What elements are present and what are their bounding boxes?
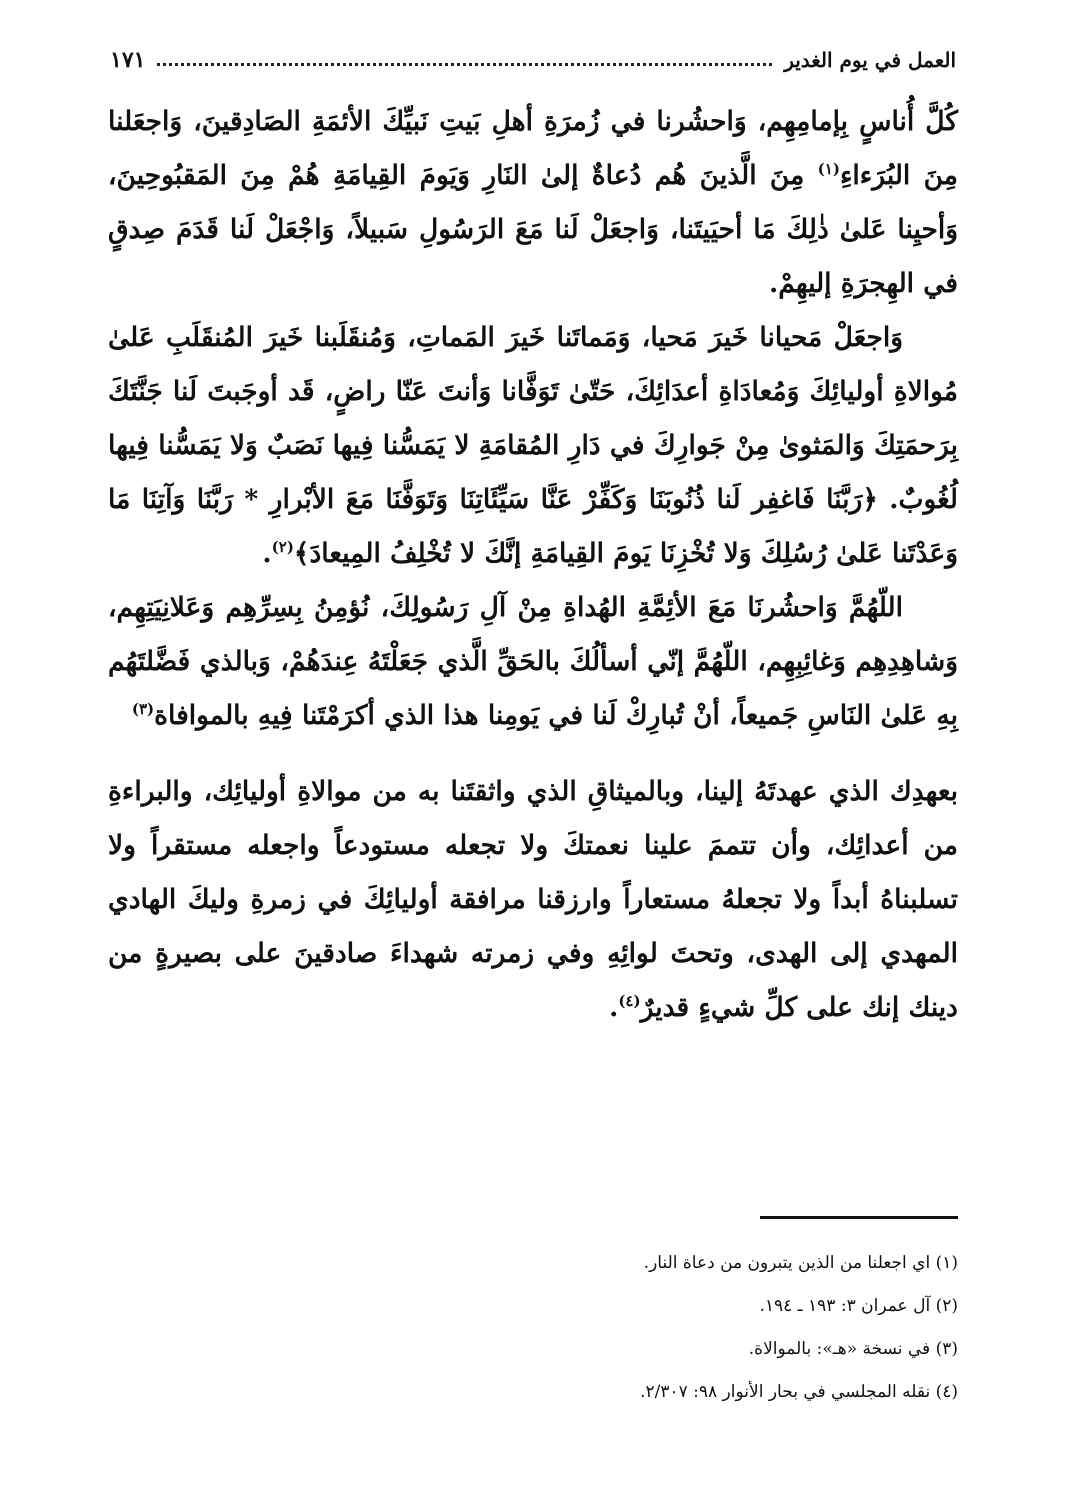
main-text — [108, 95, 958, 1035]
paragraph-1: كُلَّ أُناسٍ بِإمامِهِم، وَاحشُرنا في زُمرَةِ أهلِ بَيتِ نَبيِّكَ الأئمَةِ الصَادِقينَ، وَاجعَلنا مِنَ البُرَءاءِ$^{(١)}$ مِنَ الَّذينَ هُم دُعاةٌ إلىٰ النَارِ وَيَومَ القِيامَةِ هُمْ مِنَ المَقبُوحِينَ، وَأحيِنا عَلىٰ ذٰلِكَ مَا أحيَيتَنا، وَاجعَلْ لَنا مَعَ الرَسُولِ سَبيلاً، وَاجْعَلْ لَنا قَدَمَ صِدقٍ في الهِجرَةِ إليهِمْ. — [108, 106, 958, 299]
paragraph-4: بعهدِك الذي عهدتَهُ إلينا، وبالميثاقِ الذي واثقتَنا به من موالاةِ أوليائِك، والبراءةِ من أعدائِك، وأن تتممَ علينا نعمتكَ ولا تجعله مستودعاً واجعله مستقراً ولا تسلبناهُ أبداً ولا تجعلهُ مستعاراً وارزقنا مرافقة أوليائِكَ في زمرةِ وليكَ الهادي المهدي إلى الهدى، وتحتَ لوائِهِ وفي زمرته شهداءَ صادقينَ على بصيرةٍ من دينك إنك على كلِّ شيءٍ قديرٌ$^{(٤)}$. — [108, 776, 958, 1023]
footnote-separator — [760, 1216, 958, 1219]
paragraph-2: وَاجعَلْ مَحيانا خَيرَ مَحيا، وَمَماتَنا خَيرَ المَماتِ، وَمُنقَلَبنا خَيرَ المُنقَلَبِ عَلىٰ مُوالاةِ أوليائِكَ وَمُعادَاةِ أعدَائِكَ، حَتّىٰ تَوَفَّانا وَأنتَ عَنّا راضٍ، قَد أوجَبتَ لَنا جَنَّتَكَ بِرَحمَتِكَ وَالمَثوىٰ مِنْ جَوارِكَ في دَارِ المُقامَةِ لا يَمَسُّنا فِيها نَصَبٌ وَلا يَمَسُّنا فِيها لُغُوبٌ. ﴿رَبَّنَا فَاغفِر لَنا ذُنُوبَنَا وَكَفِّرْ عَنَّا سَيِّئَاتِنَا وَتَوَفَّنَا مَعَ الأبْرارِ * رَبَّنَا وَآتِنَا مَا وَعَدْتَنا عَلىٰ رُسُلِكَ وَلا تُخْزِنَا يَومَ القِيامَةِ إنَّكَ لا تُخْلِفُ المِيعادَ﴾$^{(٢)}$. — [108, 322, 958, 569]
page-number: ١٧١ — [110, 47, 146, 73]
footnote-1: (١) اي اجعلنا من الذين يتبرون من دعاة النار. — [643, 1253, 958, 1273]
footnote-ref-4: (٤) — [618, 992, 641, 1011]
footnote-2: (٢) آل عمران ٣: ١٩٣ ـ ١٩٤. — [759, 1296, 958, 1316]
dot-leader — [157, 63, 772, 66]
running-title: العمل في يوم الغدير — [784, 48, 956, 72]
footnote-ref-2: (٢) — [271, 538, 294, 557]
running-header — [110, 40, 956, 80]
footnote-3: (٣) في نسخة «هـ»: بالموالاة. — [748, 1339, 958, 1359]
footnote-4: (٤) نقله المجلسي في بحار الأنوار ٩٨: ٢/٣٠٧. — [640, 1382, 958, 1402]
footnote-ref-1: (١) — [817, 160, 840, 179]
footnotes — [108, 1242, 958, 1414]
footnote-ref-3: (٣) — [131, 700, 155, 719]
paragraph-3: اللّهُمَّ وَاحشُرنَا مَعَ الأئِمَّةِ الهُداةِ مِنْ آلِ رَسُولِكَ، نُؤمِنُ بِسِرِّهِم وَعَلانِيَتِهِم، وَشاهِدِهِم وَغائِبِهِم، اللّهُمَّ إنّي أسألُكَ بالحَقِّ الَّذي جَعَلْتَهُ عِندَهُمْ، وَبالذي فَضَّلتَهُم بِهِ عَلىٰ النَاسِ جَميعاً، أنْ تُبارِكْ لَنا في يَومِنا هذا الذي أكرَمْتَنا فِيهِ بالموافاة$^{(٣)}$ — [108, 592, 958, 731]
